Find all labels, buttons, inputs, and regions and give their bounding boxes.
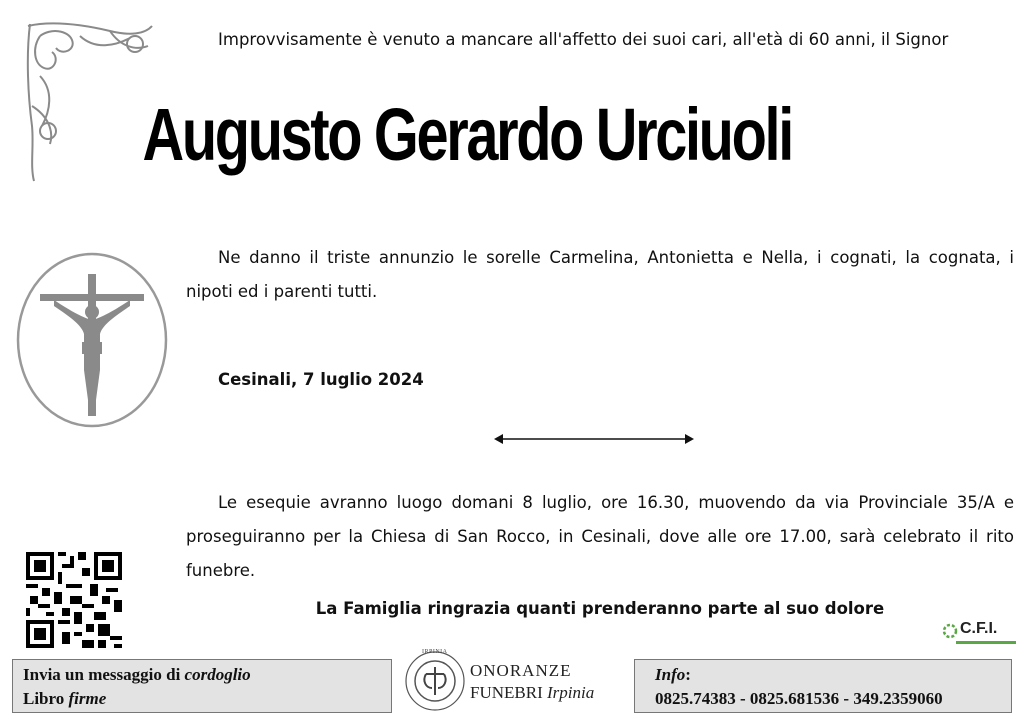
condolence-italic: cordoglio bbox=[184, 665, 251, 684]
cfi-logo-text: C.F.I. bbox=[960, 620, 998, 637]
info-label: Info bbox=[655, 665, 686, 684]
crucifix-icon bbox=[14, 250, 170, 430]
qr-code-icon[interactable] bbox=[26, 552, 122, 648]
guestbook-italic: firme bbox=[68, 689, 107, 708]
place-date: Cesinali, 7 luglio 2024 bbox=[218, 370, 424, 389]
cfi-underline bbox=[956, 641, 1016, 644]
deceased-name: Augusto Gerardo Urciuoli bbox=[142, 93, 792, 176]
seal-logo-icon bbox=[404, 648, 466, 714]
condolence-line[interactable] bbox=[23, 663, 381, 687]
info-box bbox=[634, 659, 1012, 713]
brand-line2 bbox=[470, 682, 594, 704]
guestbook-prefix: Libro bbox=[23, 689, 69, 708]
funeral-paragraph: Le esequie avranno luogo domani 8 luglio, ore 16.30, muovendo da via Provinciale 35/A e proseguiranno per la Chiesa di San Rocco, in Cesinali, dove alle ore 17.00, sarà celebrato il rito funebre. bbox=[186, 493, 1014, 580]
brand-line2-prefix: FUNEBRI bbox=[470, 683, 547, 702]
info-label-line bbox=[655, 663, 991, 687]
seal-text: IRPINIA bbox=[422, 649, 448, 655]
guestbook-line[interactable] bbox=[23, 687, 381, 711]
intro-text: Improvvisamente è venuto a mancare all'affetto dei suoi cari, all'età di 60 anni, il Signor bbox=[218, 30, 949, 49]
cfi-logo-icon bbox=[942, 622, 958, 640]
brand-line2-italic: Irpinia bbox=[546, 683, 595, 702]
double-arrow-icon bbox=[494, 432, 694, 446]
brand-name bbox=[470, 660, 594, 704]
condolence-box[interactable] bbox=[12, 659, 392, 713]
condolence-prefix: Invia un messaggio di bbox=[23, 665, 185, 684]
announcement-paragraph: Ne danno il triste annunzio le sorelle Carmelina, Antonietta e Nella, i cognati, la cognata, i nipoti ed i parenti tutti. bbox=[186, 248, 1014, 301]
info-colon: : bbox=[685, 665, 691, 684]
brand-line1: ONORANZE bbox=[470, 661, 572, 680]
thanks-text: La Famiglia ringrazia quanti prenderanno parte al suo dolore bbox=[315, 599, 885, 618]
phone-numbers[interactable]: 0825.74383 - 0825.681536 - 349.2359060 bbox=[655, 689, 943, 708]
